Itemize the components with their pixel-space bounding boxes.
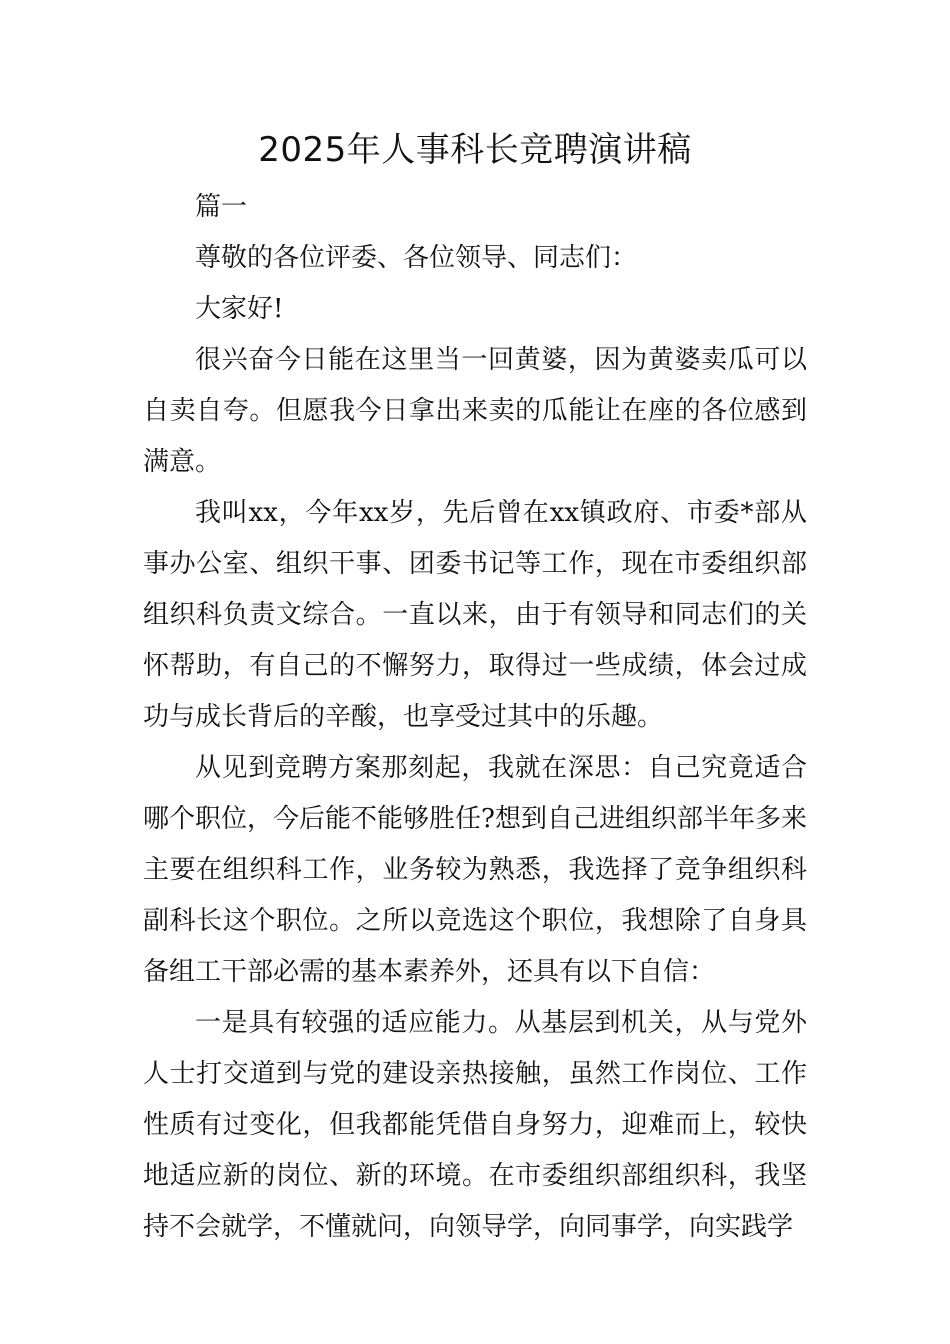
paragraph: 从见到竞聘方案那刻起，我就在深思：自己究竟适合哪个职位，今后能不能够胜任?想到自己进组织部半年多来主要在组织科工作，业务较为熟悉，我选择了竞争组织科副科长这个职位。之所以竞选这个职位，我想除了自身具备组工干部必需的基本素养外，还具有以下自信：: [143, 753, 807, 987]
section-label: 篇一: [195, 192, 248, 222]
document-body: [143, 182, 807, 1253]
paragraph: 我叫xx，今年xx岁，先后曾在xx镇政府、市委*部从事办公室、组织干事、团委书记等工作，现在市委组织部组织科负责文综合。一直以来，由于有领导和同志们的关怀帮助，有自己的不懈努力，取得过一些成绩，体会过成功与成长背后的辛酸，也享受过其中的乐趣。: [143, 498, 807, 732]
salutation: 尊敬的各位评委、各位领导、同志们：: [195, 243, 638, 273]
paragraph: 很兴奋今日能在这里当一回黄婆，因为黄婆卖瓜可以自卖自夸。但愿我今日拿出来卖的瓜能让在座的各位感到满意。: [143, 345, 807, 477]
greeting: 大家好!: [195, 294, 284, 324]
document-title: 2025年人事科长竞聘演讲稿: [258, 130, 692, 170]
paragraph: 一是具有较强的适应能力。从基层到机关，从与党外人士打交道到与党的建设亲热接触，虽然工作岗位、工作性质有过变化，但我都能凭借自身努力，迎难而上，较快地适应新的岗位、新的环境。在市委组织部组织科，我坚持不会就学，不懂就问，向领导学，向同事学，向实践学: [143, 1008, 807, 1242]
